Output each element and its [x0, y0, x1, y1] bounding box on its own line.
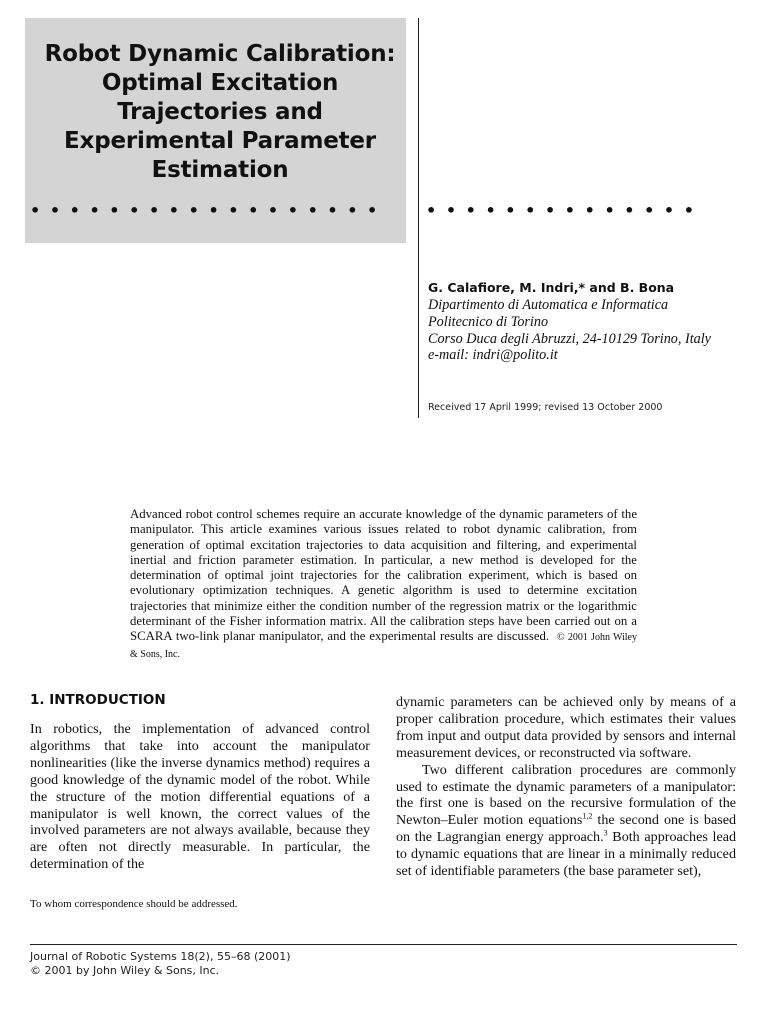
footer-rule: [30, 944, 737, 945]
abstract-text: Advanced robot control schemes require an accurate knowledge of the dynamic parameters of the manipulator. This article examines various issues related to robot dynamic calibration, from generation of optimal excitation trajectories to data acquisition and filtering, and experimental inertial and friction parameter estimation. In particular, a new method is developed for the determination of optimal joint trajectories for the calibration experiment, which is based on evolutionary optimization techniques. A genetic algorithm is used to determine excitation trajectories that minimize either the condition number of the regression matrix or the logarithmic determinant of the Fisher information matrix. All the calibration steps have been carried out on a SCARA two-link planar manipulator, and the experimental results are discussed.: [130, 507, 637, 644]
section-heading: 1. INTRODUCTION: [30, 692, 166, 708]
paragraph-text-a: Two different calibration procedures are commonly used to estimate the dynamic parameters of a manipulator: the first one is based on the recursive formulation of the Newton–Euler motion equations: [396, 761, 736, 829]
authors: G. Calafiore, M. Indri,* and B. Bona: [428, 280, 675, 295]
footnote: To whom correspondence should be addressed.: [30, 898, 238, 910]
journal-copyright: © 2001 by John Wiley & Sons, Inc.: [30, 964, 220, 977]
abstract: [130, 507, 637, 662]
intro-paragraph-2: dynamic parameters can be achieved only by means of a proper calibration procedure, which estimates their values from input and output data provided by sensors and internal measurement devices, or reconstructed via software.: [396, 694, 736, 761]
intro-paragraph-1: In robotics, the implementation of advanced control algorithms that take into account the manipulator nonlinearities (like the inverse dynamics method) requires a good knowledge of the dynamic model of the robot. While the structure of the motion differential equations of a manipulator is well known, the correct values of the involved parameters are not always available, because they are often not directly measurable. In particular, the determination of the: [30, 721, 370, 873]
left-column: [30, 721, 370, 873]
citation-3: 3: [603, 828, 608, 838]
received-dates: Received 17 April 1999; revised 13 October 2000: [428, 402, 663, 413]
journal-info: [30, 950, 291, 978]
abstract-copyright: © 2001 John Wiley & Sons, Inc.: [130, 632, 637, 660]
right-column: [396, 694, 736, 880]
affiliation-address: Corso Duca degli Abruzzi, 24-10129 Torino, Italy: [428, 330, 711, 347]
dot-separator-left: ••••••••••••••••••: [30, 201, 387, 220]
paragraph-text-b: the second one is based on the Lagrangian energy approach.: [396, 812, 736, 846]
intro-paragraph-3: [396, 762, 736, 880]
vertical-divider: [418, 18, 419, 418]
affiliation: [428, 297, 758, 364]
paragraph-text-c: Both approaches lead to dynamic equations that are linear in a minimally reduced set of identifiable parameters (the base parameter set),: [396, 829, 736, 880]
citation-1-2: 1,2: [582, 811, 593, 821]
affiliation-institution: Politecnico di Torino: [428, 313, 549, 330]
article-title: Robot Dynamic Calibration: Optimal Excitation Trajectories and Experimental Parameter Estimation: [44, 41, 396, 183]
affiliation-email: e-mail: indri@polito.it: [428, 347, 558, 364]
journal-citation: Journal of Robotic Systems 18(2), 55–68 (2001): [30, 950, 291, 963]
affiliation-department: Dipartimento di Automatica e Informatica: [428, 297, 669, 313]
dot-separator-right: ••••••••••••••: [426, 201, 704, 220]
